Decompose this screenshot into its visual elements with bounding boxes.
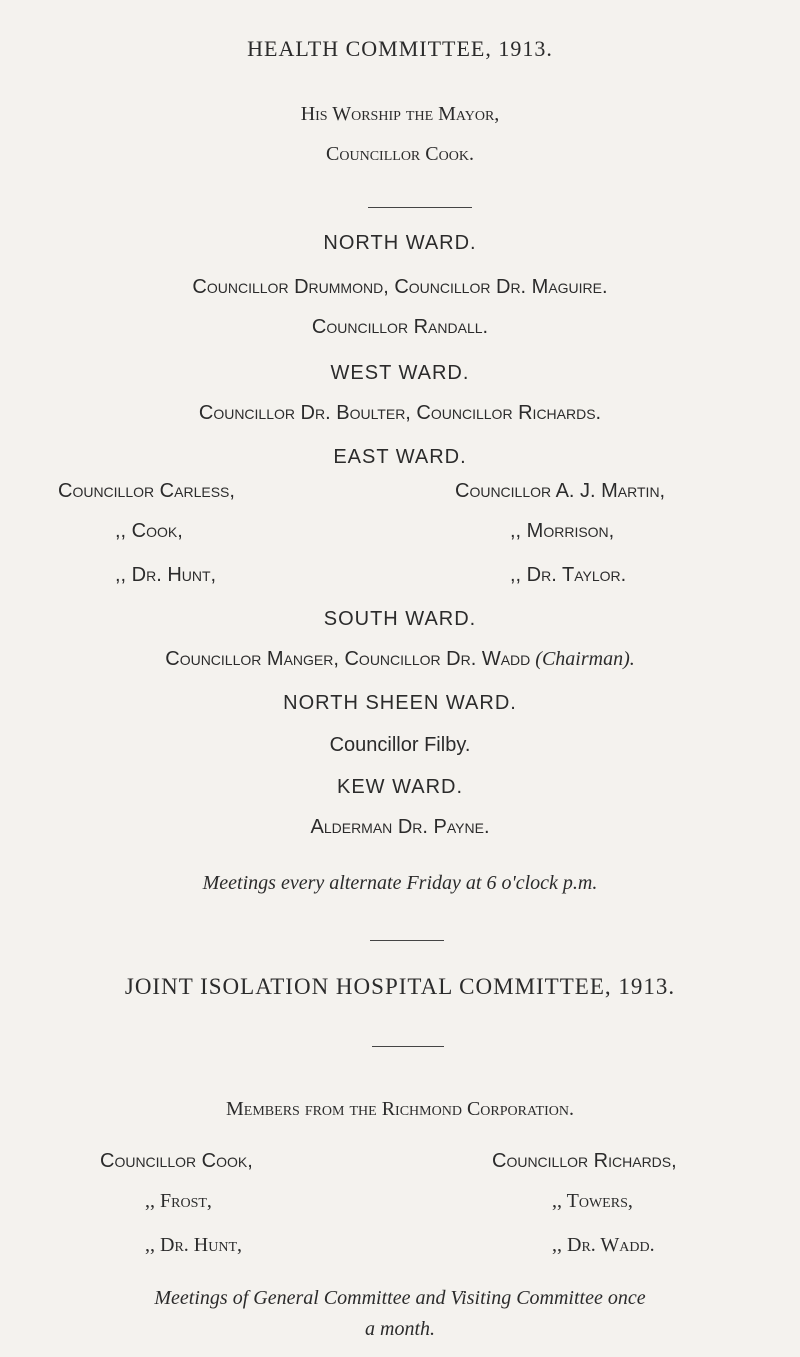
joint-meetings-note: Meetings of General Committee and Visiting Committee once [154,1287,646,1309]
joint-member: ,, Dr. Hunt, [145,1234,242,1256]
north-ward-heading: NORTH WARD. [323,232,477,254]
south-ward-heading: SOUTH WARD. [323,608,477,630]
north-sheen-ward-members: Councillor Filby. [329,734,471,756]
joint-committee-title: JOINT ISOLATION HOSPITAL COMMITTEE, 1913. [124,974,676,999]
councillor-cook-line: Councillor Cook. [326,143,474,165]
north-sheen-ward-heading: NORTH SHEEN WARD. [283,692,517,714]
north-ward-members: Councillor Drummond, Councillor Dr. Maguire. [192,276,608,298]
joint-member: ,, Frost, [145,1190,212,1212]
east-ward-member: Councillor Carless, [58,480,235,502]
health-committee-title: HEALTH COMMITTEE, 1913. [247,36,553,61]
east-ward-member: ,, Morrison, [510,520,615,542]
east-ward-member: ,, Dr. Hunt, [115,564,217,586]
north-ward-members-2: Councillor Randall. [311,316,489,338]
section-divider [370,940,444,941]
east-ward-heading: EAST WARD. [333,446,467,468]
south-ward-members-line [0,648,800,671]
joint-meetings-note-2: a month. [365,1318,435,1340]
west-ward-heading: WEST WARD. [330,362,470,384]
joint-member: ,, Dr. Wadd. [552,1234,655,1256]
joint-member: ,, Towers, [552,1190,633,1212]
health-meetings-note: Meetings every alternate Friday at 6 o'clock p.m. [202,872,598,894]
east-ward-member: ,, Dr. Taylor. [510,564,627,586]
kew-ward-members: Alderman Dr. Payne. [310,816,490,838]
joint-member: Councillor Cook, [100,1150,253,1172]
members-heading: Members from the Richmond Corporation. [226,1098,574,1120]
east-ward-member: ,, Cook, [115,520,183,542]
chairman-label: (Chairman). [535,648,635,670]
kew-ward-heading: KEW WARD. [336,776,464,798]
mayor-line: His Worship the Mayor, [300,103,500,125]
joint-member: Councillor Richards, [492,1150,677,1172]
south-ward-members: Councillor Manger, Councillor Dr. Wadd [165,648,531,670]
east-ward-member: Councillor A. J. Martin, [455,480,666,502]
section-divider [372,1046,444,1047]
west-ward-members: Councillor Dr. Boulter, Councillor Richards. [198,402,602,424]
section-divider [368,207,472,208]
